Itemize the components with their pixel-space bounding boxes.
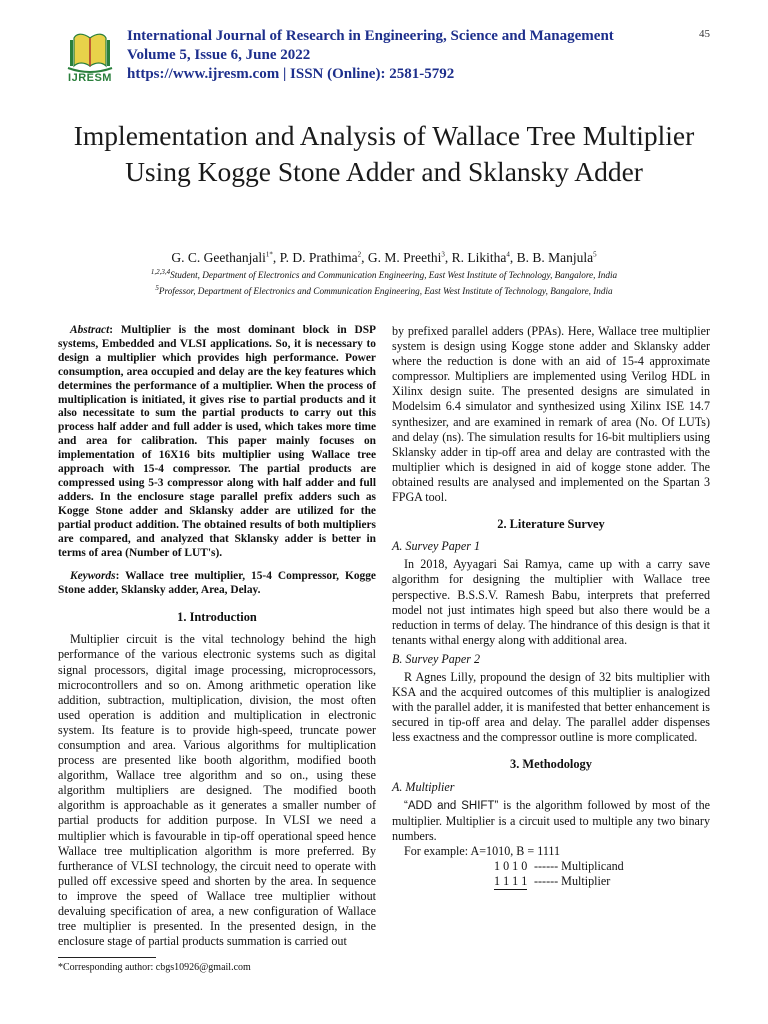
author: B. B. Manjula	[516, 250, 594, 265]
section-heading: 3. Methodology	[510, 757, 592, 772]
subsection-heading: B. Survey Paper 2	[392, 651, 480, 666]
logo-text: IJRESM	[68, 72, 112, 84]
paper-title: Implementation and Analysis of Wallace Tree Multiplier Using Kogge Stone Adder and Sklansky Adder	[73, 120, 695, 187]
section-heading: 2. Literature Survey	[497, 517, 605, 532]
section-heading: 1. Introduction	[177, 610, 257, 625]
affiliation: $^{1,2,3,4}$Student, Department of Electronics and Communication Engineering, East West Institute of Technology, Bangalore, India	[150, 267, 618, 280]
subsection-heading: A. Multiplier	[392, 779, 455, 794]
multiplicand-row: 1 0 1 0 ------ Multiplicand	[494, 859, 624, 873]
journal-volume: Volume 5, Issue 6, June 2022	[127, 47, 311, 63]
footnote[interactable]: *Corresponding author: cbgs10926@gmail.com	[58, 962, 251, 973]
journal-header	[127, 27, 614, 84]
affiliation: $^5$Professor, Department of Electronics and Communication Engineering, East West Institute of Technology, Bangalore, India	[155, 283, 613, 296]
page-number: 45	[699, 28, 710, 40]
example-line: For example: A=1010, B = 1111	[404, 843, 561, 858]
author: G. M. Preethi	[367, 250, 442, 265]
footnote-rule	[58, 957, 156, 958]
subsection-heading: A. Survey Paper 1	[392, 539, 480, 554]
body-paragraph: by prefixed parallel adders (PPAs). Here, Wallace tree multiplier system is design using Kogge stone adder and Sklansky adder where the reduction is done with an aid of 15-4 approximate compressor. Multipliers are implemented using Verilog HDL in Xilinx design suite. The presented designs are simulated in Modelsim 6.4 simulator and synthesized using Xilinx ISE 14.7 synthesizer, and are examined in remark of area (No. Of LUTs) and delay (ns). The simulation results for 16-bit multipliers using Sklansky adder in tip-off area and delay are contrasted with the multiplier which is designed in aid of kogge stone adder. The obtained results are analysed and implemented on the Spartan 3 FPGA tool.	[392, 324, 710, 505]
body-paragraph: Multiplier circuit is the vital technology behind the high performance of the various electronic systems such as digital signal processors, digital image processing, microprocessors, microcontrollers and so on. Among arithmetic operation like addition, subtraction, multiplication, division, the most often used operation is addition and multiplication in electronic system. Its feature is to provide high-speed, truncate power consumption and area. Various algorithms for multiplication process are presented like booth algorithm, modified booth algorithm, Wallace tree algorithm and so on., using these algorithm multipliers are designed. The modified booth algorithm is approachable as it generates a smaller number of partial products for addition purpose. In VLSI we need a multiplier which is favourable in tip-off operational speed hence Wallace tree multiplication algorithm is more preferred. By furtherance of VLSI technology, the circuit need to operate with pulled off excessive speed and shorten by the area. In sequence to improve the speed of Wallace tree multiplier without devaluing specification of area, a new configuration of Wallace tree multiplier is presented. In the presented design, in the enclosure stage of partial products summation is carried out	[58, 632, 376, 949]
multiplier-row: 1 1 1 1 ------ Multiplier	[494, 874, 611, 889]
journal-name: International Journal of Research in Engineering, Science and Management	[127, 28, 614, 44]
journal-url-issn[interactable]: https://www.ijresm.com | ISSN (Online): 2581-5792	[127, 66, 455, 82]
body-paragraph: In 2018, Ayyagari Sai Ramya, came up with a carry save algorithm for designing the multiplier with Wallace tree perspective. B.S.S.V. Ramesh Babu, interprets that preferred model not just intimates high speed but also there would be a reduction in terms of delay. The hindrance of this design is that it tenants withal energy along with additional area.	[392, 557, 710, 647]
body-paragraph: R Agnes Lilly, propound the design of 32 bits multiplier with KSA and the acquired outcomes of this multiplier is analogized with the parallel adder, it is manifested that better enhancement is secured in tip-off area and delay. The parallel adder dispenses less exactness and the compressor outline is more complicated.	[392, 669, 710, 745]
author: G. C. Geethanjali	[171, 250, 266, 265]
author-list: G. C. Geethanjali$^{1*}$, P. D. Prathima$^2$, G. M. Preethi$^3$, R. Likitha$^4$, B. B. Manjula$^5$	[171, 250, 597, 265]
author: R. Likitha	[451, 250, 507, 265]
keywords: Keywords: Wallace tree multiplier, 15-4 Compressor, Kogge Stone adder, Sklansky adder, Area, Delay.	[58, 570, 376, 597]
body-paragraph: “ADD and SHIFT” is the algorithm followed by most of the multiplier. Multiplier is a circuit used to multiple any two binary numbers.	[392, 797, 710, 843]
right-column	[392, 324, 710, 889]
left-column	[58, 324, 376, 949]
abstract: Abstract: Multiplier is the most dominant block in DSP systems, Embedded and VLSI applications. So, it is necessary to design a multiplier which provides high performance. Power consumption, area occupied and delay are the key features which determines the performance of a multiplier. When the process of multiplication is initiated, it gives rise to partial products and it also necessitate to sum the partial products to carry out this process half adder and full adder is used, which takes more time and area for calibration. This paper mainly focuses on implementation of 16X16 bits multiplier using Wallace tree approach with 15-4 compressor. The partial products are compressed using 5-3 compressor along with half adder and full adders. In the enclosure stage parallel prefix adders such as Kogge Stone adder and Sklansky adder are utilized for the partial product addition. The obtained results of both multipliers are compared, and analyzed that Sklansky adder is better in terms of area (Number of LUT's).	[58, 324, 376, 559]
author: P. D. Prathima	[279, 250, 358, 265]
